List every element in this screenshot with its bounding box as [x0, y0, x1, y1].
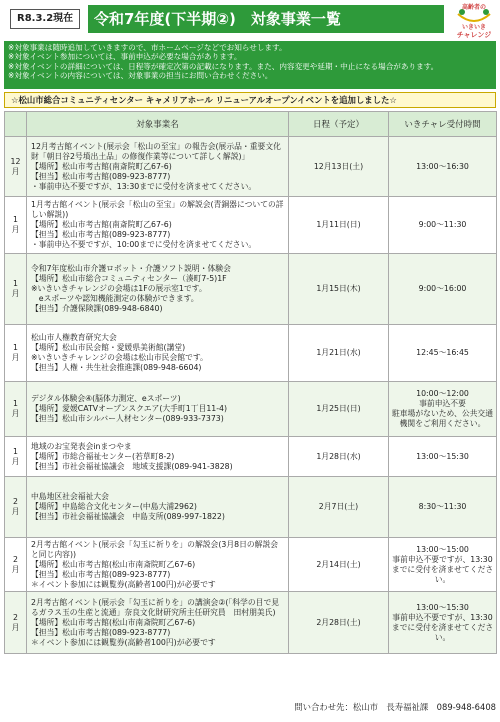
- event-cell: [27, 197, 289, 254]
- header: [0, 0, 500, 40]
- note-line: ※対象事業は随時追加していきますので、市ホームページなどでお知らせします。: [8, 43, 287, 52]
- event-line: ※いきいきチャレンジの会場は松山市民会館です。: [31, 353, 208, 362]
- event-line: 1月考古館イベント(展示会「松山の至宝」の解説会(青銅器についての詳しい解説)): [31, 200, 284, 219]
- logo-text-2: いきいき: [461, 24, 486, 31]
- event-cell: [27, 437, 289, 477]
- event-cell: [27, 382, 289, 437]
- event-line: ・事前申込不要ですが、13:30までに受付を済ませてください。: [31, 181, 257, 191]
- header-month: [5, 112, 27, 137]
- event-line: 【担当】松山市考古館(089-923-8777): [31, 627, 171, 637]
- event-line: デジタル体験会④(脳体力測定、eスポーツ): [31, 394, 181, 403]
- date-badge: R8.3.2現在: [10, 9, 80, 29]
- event-line: 地域のお宝発表会inまつやま: [31, 441, 132, 451]
- date-cell: 1月25日(日): [289, 382, 389, 437]
- event-line: ＊イベント参加には観覧券(高齢者100円)が必要です: [31, 637, 216, 647]
- date-cell: 1月28日(水): [289, 437, 389, 477]
- event-cell: [27, 254, 289, 325]
- table-row: [5, 437, 497, 477]
- event-line: 【担当】松山市考古館(089-923-8777): [31, 230, 171, 239]
- event-line: 【場所】中島総合文化センター(中島大浦2962): [31, 502, 197, 511]
- month-cell: 1 月: [5, 254, 27, 325]
- note-line: ※対象イベントの詳細については、日程等が確定次第の記載になります。また、内容変更や延期・中止になる場合があります。: [8, 61, 439, 71]
- announcement-banner: ☆松山市総合コミュニティセンター キャメリアホール リニューアルオープンイベントを追加しました☆: [4, 92, 496, 108]
- event-cell: [27, 538, 289, 592]
- header-event: 対象事業名: [27, 112, 289, 137]
- date-cell: 2月28日(土): [289, 592, 389, 654]
- event-line: 【担当】市社会福祉協議会 地域支援課(089-941-3828): [31, 461, 233, 471]
- logo-text-1: 高齢者の: [461, 4, 486, 11]
- month-cell: 2 月: [5, 592, 27, 654]
- table-row: [5, 137, 497, 197]
- table-row: [5, 592, 497, 654]
- event-line: 【担当】介護保険課(089-948-6840): [31, 304, 163, 313]
- month-cell: 1 月: [5, 197, 27, 254]
- table-row: [5, 197, 497, 254]
- contact-footer: 問い合わせ先：松山市 長寿福祉課 089-948-6408: [294, 702, 496, 712]
- event-line: eスポーツや認知機能測定の体験ができます。: [31, 294, 199, 303]
- event-line: 【担当】松山市考古館(089-923-8777): [31, 171, 171, 181]
- date-cell: 1月15日(木): [289, 254, 389, 325]
- reception-time-cell: 13:00～16:30: [389, 137, 497, 197]
- event-line: 【場所】松山市総合コミュニティセンター（湊町7-5)1F: [31, 274, 227, 283]
- table-row: [5, 538, 497, 592]
- month-cell: 2 月: [5, 538, 27, 592]
- date-cell: 2月7日(土): [289, 477, 389, 538]
- month-cell: 2 月: [5, 477, 27, 538]
- table-header-row: [5, 112, 497, 137]
- table-row: [5, 477, 497, 538]
- header-ikichalle: いきチャレ受付時間: [389, 112, 497, 137]
- event-line: 【担当】市社会福祉協議会 中島支所(089-997-1822): [31, 512, 225, 521]
- event-line: 2月考古館イベント(展示会「勾玉に祈りを」の解説会(3月8日の解説会と同じ内容)): [31, 539, 279, 559]
- ikichalle-logo: [452, 2, 496, 40]
- date-cell: 1月21日(水): [289, 325, 389, 382]
- event-line: 【担当】松山市考古館(089-923-8777): [31, 569, 171, 579]
- event-line: ※いきいきチャレンジの会場は1Fの展示室1です。: [31, 284, 207, 293]
- date-cell: 12月13日(土): [289, 137, 389, 197]
- event-cell: [27, 592, 289, 654]
- reception-time-cell: 13:00～15:30 事前申込不要ですが、13:30までに受付を済ませてください。: [389, 592, 497, 654]
- note-line: ※対象イベント参加については、事前申込が必要な場合があります。: [8, 52, 242, 62]
- header-date: 日程（予定）: [289, 112, 389, 137]
- note-line: ※対象イベントの内容については、対象事業の担当にお問い合わせください。: [8, 70, 273, 80]
- event-line: 【担当】松山市シルバー人材センター(089-933-7373): [31, 414, 224, 423]
- notes-panel: [4, 41, 496, 89]
- month-cell: 1 月: [5, 382, 27, 437]
- event-line: 【場所】愛媛CATVオープンスクエア(大手町1丁目11-4): [31, 404, 228, 413]
- event-line: 【担当】人権・共生社会推進課(089-948-6604): [31, 363, 202, 372]
- date-cell: 1月11日(日): [289, 197, 389, 254]
- month-cell: 1 月: [5, 325, 27, 382]
- events-table: [4, 111, 497, 654]
- logo-text-3: チャレンジ: [456, 31, 492, 39]
- event-line: 【場所】松山市民会館・愛媛県美術館(講堂): [31, 343, 186, 352]
- event-line: 【場所】松山市考古館(南斎院町乙67-6): [31, 161, 172, 171]
- event-cell: [27, 137, 289, 197]
- event-line: ＊イベント参加には観覧券(高齢者100円)が必要です: [31, 579, 216, 589]
- reception-time-cell: 12:45～16:45: [389, 325, 497, 382]
- table-row: [5, 382, 497, 437]
- table-row: [5, 325, 497, 382]
- page-title: 令和7年度(下半期②) 対象事業一覧: [88, 5, 444, 33]
- event-line: ・事前申込不要ですが、10:00までに受付を済ませてください。: [31, 240, 257, 249]
- event-line: 12月考古館イベント(展示会「松山の至宝」の報告会(展示品・重要文化財「朝日谷2号墳出土品」の修復作業等について詳しく解説)」: [31, 141, 281, 161]
- table-row: [5, 254, 497, 325]
- event-line: 中島地区社会福祉大会: [31, 492, 109, 501]
- reception-time-cell: 10:00～12:00 事前申込不要 駐車場がないため、公共交通機関をご利用ください。: [389, 382, 497, 437]
- event-line: 松山市人権教育研究大会: [31, 333, 117, 342]
- event-line: 【場所】市総合福祉センター(若草町8-2): [31, 451, 175, 461]
- reception-time-cell: 8:30～11:30: [389, 477, 497, 538]
- reception-time-cell: 13:00～15:00 事前申込不要ですが、13:30までに受付を済ませてください。: [389, 538, 497, 592]
- event-line: 令和7年度松山市介護ロボット・介護ソフト説明・体験会: [31, 264, 231, 273]
- month-cell: 1 月: [5, 437, 27, 477]
- reception-time-cell: 9:00～11:30: [389, 197, 497, 254]
- reception-time-cell: 9:00～16:00: [389, 254, 497, 325]
- reception-time-cell: 13:00～15:30: [389, 437, 497, 477]
- event-cell: [27, 477, 289, 538]
- event-line: 【場所】松山市考古館(松山市南斎院町乙67-6): [31, 559, 196, 569]
- month-cell: 12 月: [5, 137, 27, 197]
- event-cell: [27, 325, 289, 382]
- event-line: 【場所】松山市考古館(松山市南斎院町乙67-6): [31, 617, 196, 627]
- event-line: 【場所】松山市考古館(南斎院町乙67-6): [31, 220, 172, 229]
- event-line: 2月考古館イベント(展示会「勾玉に祈りを」の講演会②(「科学の目で見るガラス玉の生産と流通」奈良文化財研究所主任研究員 田村朋美氏): [31, 597, 280, 617]
- date-cell: 2月14日(土): [289, 538, 389, 592]
